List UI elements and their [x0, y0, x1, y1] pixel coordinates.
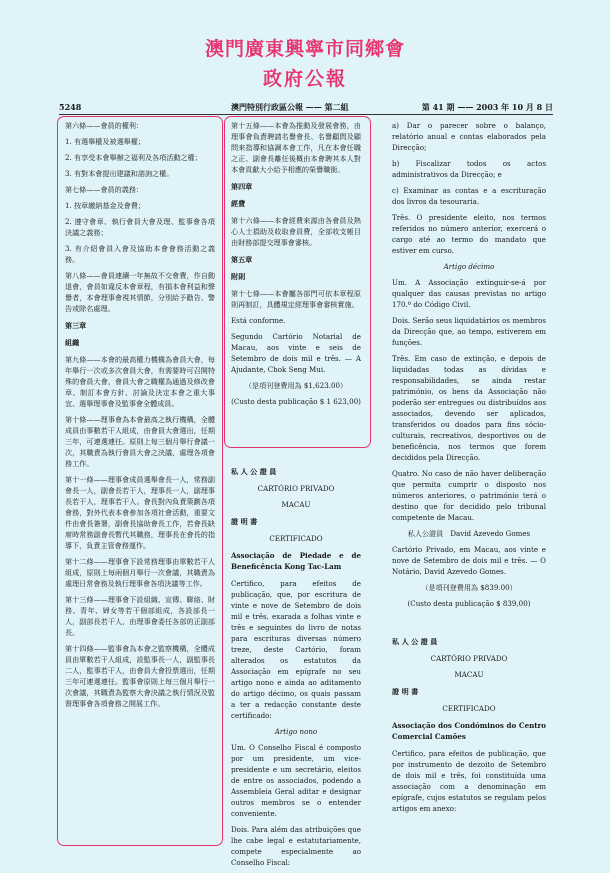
- paragraph: Três. O presidente eleito, nos termos referidos no número anterior, exercerá o cargo até ao termo do mandato que estiver em curso.: [392, 213, 546, 255]
- chapter-title: 組織: [65, 338, 80, 347]
- paragraph: Certifico, para efeitos de publicação, que por instrumento de dezoito de Setembro de dois mil e três, foi constituída uma associação com a denominação em epígrafe, cujos estatutos se regulam pelos artigos em anexo:: [392, 749, 546, 813]
- paragraph: 第十四條——監事會為本會之監察機構，全體成員由單數若干人組成，設監事長一人，副監事長二人，監事若干人，由會員大會投票選出，任期三年可連選連任。監事會原則上每三個月舉行一次會議，其職責為監察大會決議之執行情況及監督理事會各項會務之開展工作。: [65, 644, 215, 708]
- notary-heading: 私 人 公 證 員: [392, 637, 438, 646]
- cartorio-title: CARTÓRIO PRIVADO: [430, 654, 508, 663]
- association-name: Associação dos Condóminos do Centro Comercial Camões: [392, 721, 546, 741]
- paragraph: 第六條——會員的權利：: [65, 121, 144, 130]
- second-certificate-column: [392, 630, 546, 819]
- gazette-title: 澳門特別行政區公報 —— 第二組: [231, 102, 349, 112]
- paragraph: Cartório Privado, em Macau, aos vinte e nove de Setembro de dois mil e três. — O Notário, David Azevedo Gomes.: [392, 545, 546, 576]
- notary-signature: 私人公證員 David Azevedo Gomes: [407, 529, 531, 538]
- article-heading: Artigo décimo: [443, 262, 495, 271]
- cartorio-city: MACAU: [454, 670, 484, 679]
- chapter-title: 經費: [231, 199, 246, 208]
- paragraph: Dois. Para além das atribuições que lhe cabe legal e estatutariamente, compete especialmente ao Conselho Fiscal:: [231, 825, 361, 867]
- paragraph: c) Examinar as contas e a escrituração dos livros da tesouraria.: [392, 186, 546, 206]
- chapter-heading: 第四章: [231, 182, 253, 191]
- paragraph: 第九條——本會的最高權力機構為會員大會，每年舉行一次或多次會員大會，有需要時可召開特殊的會員大會，會員大會之職權為通過及修改會章、制訂本會方針、討論及決定本會之重大事宜、選舉理事會及監事會全體成員。: [65, 355, 215, 408]
- paragraph: 2. 遵守會章、執行會員大會及理、監事會各項決議之義務；: [65, 217, 215, 237]
- paragraph: 第十二條——理事會下設常務理事由單數若干人組成，原則上每兩個月舉行一次會議，其職責為處理日常會務及執行理事會各項決議等工作。: [65, 557, 215, 588]
- notary-heading: 私 人 公 證 員: [231, 467, 277, 476]
- paragraph: Quatro. No caso de não haver deliberação que permita cumprir o disposto nos números anteriores, o património terá o destino que for decidido pelo tribunal competente de Macau.: [392, 469, 546, 522]
- statutes-column-1: [65, 120, 215, 714]
- fee-chinese: （是項刊登費用為 $839.00）: [421, 583, 517, 592]
- certificate-heading-chinese: 證 明 書: [231, 517, 258, 526]
- statutes-column-2: [231, 120, 361, 412]
- fee-portuguese: (Custo desta publicação $ 839,00): [407, 599, 531, 608]
- association-name: Associação de Piedade e de Beneficência Kong Tac-Lam: [231, 551, 361, 571]
- certificate-continued-column: [392, 120, 546, 614]
- paragraph: a) Dar o parecer sobre o balanço, relatório anual e contas elaborados pela Direcção;: [392, 121, 546, 152]
- paragraph: 第十條——理事會為本會最高之執行機構，全體成員由事數若干人組成，由會員大會選出，任期三年，可連選連任。原則上每三個月舉行會議一次，其職責為執行會員大會之決議，處理各項會務工作。: [65, 415, 215, 468]
- paragraph: Dois. Serão seus liquidatários os membros da Direcção que, ao tempo, estiverem em funções.: [392, 316, 546, 347]
- paragraph: 2. 有享受本會舉辦之福利及各項活動之權；: [65, 153, 202, 162]
- paragraph: 3. 有介紹會員入會及協助本會會務活動之義務。: [65, 244, 215, 264]
- fee-chinese: （是項刊登費用為 $1,623.00）: [244, 381, 348, 390]
- conformity-note: Está conforme.: [231, 316, 286, 325]
- paragraph: 第十七條——本會屬各部門可依本章程原則再制訂，具體規定經理事會審核實施。: [231, 289, 361, 309]
- page-header: [59, 100, 553, 115]
- paragraph: Um. A Associação extinguir-se-á por qualquer das causas previstas no artigo 170.º do Código Civil.: [392, 278, 546, 309]
- page-number: 5248: [59, 102, 82, 112]
- fee-portuguese: (Custo desta publicação $ 1 623,00): [231, 397, 361, 406]
- paragraph: Um. O Conselho Fiscal é composto por um presidente, um vice-presidente e um secretário, eleitos de entre os associados, podendo a Assembleia Geral aditar e designar outros membros se o entender conveniente.: [231, 743, 361, 818]
- paragraph: 第八條——會員連續一年無故不交會費，作自動退會，會員如違反本會章程，有損本會利益和聲譽者，本會理事會視其情節，分別給予勸告、警告或除名處理。: [65, 271, 215, 313]
- chapter-title: 附則: [231, 272, 246, 281]
- certificate-heading: CERTIFICADO: [442, 704, 496, 713]
- issue-date: 第 41 期 —— 2003 年 10 月 8 日: [421, 102, 553, 112]
- paragraph: 1. 有選舉權及被選舉權；: [65, 137, 145, 146]
- paragraph: 第十三條——理事會下設組織、宣傳、聯絡、財務、青年、婦女等若干個部組成，各設部長一人，副部長若干人，由理事會委任各部的正副部長。: [65, 595, 215, 637]
- certificate-column: [231, 460, 361, 873]
- certificate-heading: CERTIFICADO: [269, 534, 323, 543]
- paragraph: 第十六條——本會經費來源由各會員及熱心人士捐助及收取會員費，全部收支帳目由財務部提交理事會審核。: [231, 216, 361, 247]
- paragraph: 第七條——會員的義務：: [65, 185, 144, 194]
- paragraph: b) Fiscalizar todos os actos administrativos da Direcção; e: [392, 159, 546, 179]
- certificate-heading-chinese: 證 明 書: [392, 687, 419, 696]
- chapter-heading: 第三章: [65, 321, 87, 330]
- cartorio-title: CARTÓRIO PRIVADO: [257, 484, 335, 493]
- paragraph: Certifico, para efeitos de publicação, que, por escritura de vinte e nove de Setembro de dois mil e três, exarada a folhas vinte e três e seguintes do livro de notas para escrituras diversas número treze, deste Cartório, foram alterados os estatutos da Associação em epígrafe no seu artigo nono e ainda ao aditamento do artigo décimo, os quais passam a ter a redacção constante deste certificado:: [231, 579, 361, 720]
- paragraph: Três. Em caso de extinção, e depois de liquidadas todas as dívidas e responsabilidades, se ainda restar património, os bens da Associação não poderão ser entregues ou distribuídos aos associados, devendo ser aplicados, transferidos ou doados para fins sócio-culturais, recreativos, desportivos ou de beneficência, nos termos que forem decididos pela Direcção.: [392, 354, 546, 462]
- article-heading: Artigo nono: [274, 727, 318, 736]
- notary-signature: Segundo Cartório Notarial de Macau, aos vinte e seis de Setembro de dois mil e três. — A Ajudante, Chok Seng Mui.: [231, 332, 361, 374]
- banner-title: 澳門廣東興寧市同鄉會: [204, 38, 405, 60]
- chapter-heading: 第五章: [231, 255, 253, 264]
- cartorio-city: MACAU: [281, 500, 311, 509]
- paragraph: 第十五條——本會為推動及發展會務，由理事會負責聘請名譽會長、名譽顧問及顧問來指導和協調本會工作，凡在本會任職之正、副會長離任後概由本會聘其本人對本會貢獻大小給予相應的榮譽職銜。: [231, 121, 361, 174]
- paragraph: 1. 按章繳納基金及會費；: [65, 201, 145, 210]
- paragraph: 3. 有對本會提出建議和諮詢之權。: [65, 169, 174, 178]
- paragraph: 第十一條——理事會成員選舉會長一人，常務副會長一人，副會長若干人，理事長一人，副理事長若干人，理事若干人。會長對內負責策劃各項會務，對外代表本會參加各項社會活動，重要文件由會長簽署，副會長協助會長工作，若會長缺席時常務副會長暫代其職務，理事長在會長的指導下，負責主管會務運作。: [65, 475, 215, 550]
- banner-subtitle: 政府公報: [262, 68, 347, 90]
